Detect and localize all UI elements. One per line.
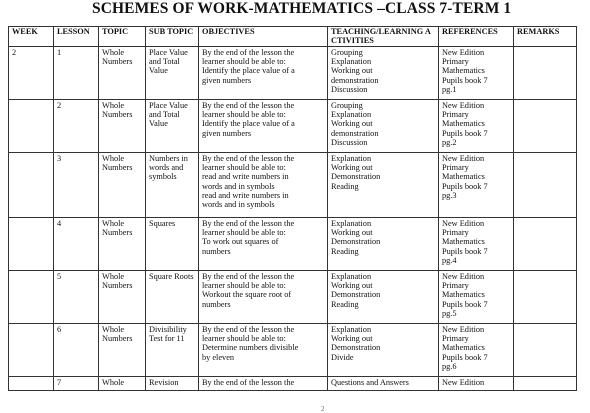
- objectives-line: words and in symbols: [202, 200, 275, 210]
- table-row: [9, 153, 577, 218]
- references-line: Mathematics: [442, 172, 485, 182]
- activities-line: Explanation: [331, 325, 372, 334]
- references-line: Mathematics: [442, 119, 485, 129]
- activities-line: Questions and Answers: [331, 378, 409, 387]
- activities-line: Explanation: [331, 57, 372, 67]
- objectives-line: learner should be able to:: [202, 281, 286, 291]
- references-line: Mathematics: [442, 290, 485, 300]
- references-line: Primary: [442, 281, 469, 291]
- references-line: Primary: [442, 163, 469, 173]
- references-line: Primary: [442, 57, 469, 67]
- references-line: New Edition: [442, 378, 485, 387]
- activities-line: Grouping: [331, 48, 363, 57]
- topic-cell: Whole Numbers: [99, 47, 146, 100]
- column-header-activities: TEACHING/LEARNING ACTIVITIES: [328, 27, 439, 47]
- activities-cell: [328, 100, 439, 153]
- column-header-references: REFERENCES: [439, 27, 514, 47]
- subtopic-cell: Revision: [146, 377, 199, 391]
- activities-line: Demonstration: [331, 172, 381, 182]
- week-cell: [9, 218, 54, 271]
- activities-line: Grouping: [331, 101, 363, 110]
- references-line: Mathematics: [442, 66, 485, 76]
- references-line: pg.4: [442, 255, 457, 265]
- subtopic-cell: Place Value and Total Value: [146, 47, 199, 100]
- objectives-line: given numbers: [202, 75, 252, 85]
- objectives-cell: [199, 377, 328, 391]
- activities-line: Working out: [331, 163, 373, 173]
- week-cell: [9, 153, 54, 218]
- objectives-line: numbers: [202, 246, 231, 256]
- references-line: Pupils book 7: [442, 299, 488, 309]
- objectives-cell: [199, 153, 328, 218]
- references-cell: [439, 100, 514, 153]
- references-line: pg.5: [442, 308, 457, 318]
- activities-cell: [328, 377, 439, 391]
- references-line: Primary: [442, 228, 469, 238]
- objectives-cell: [199, 100, 328, 153]
- activities-line: Explanation: [331, 110, 372, 120]
- references-line: Mathematics: [442, 237, 485, 247]
- column-header-subtopic: SUB TOPIC: [146, 27, 199, 47]
- week-cell: [9, 271, 54, 324]
- objectives-line: To work out squares of: [202, 237, 279, 247]
- references-line: Pupils book 7: [442, 128, 488, 138]
- objectives-line: numbers: [202, 299, 231, 309]
- references-line: pg.6: [442, 361, 457, 371]
- objectives-line: learner should be able to:: [202, 110, 286, 120]
- references-cell: [439, 377, 514, 391]
- table-row: [9, 324, 577, 377]
- references-line: New Edition: [442, 219, 485, 228]
- activities-line: Working out: [331, 334, 373, 344]
- objectives-line: by eleven: [202, 352, 235, 362]
- topic-cell: Whole Numbers: [99, 153, 146, 218]
- topic-cell: Whole Numbers: [99, 218, 146, 271]
- references-line: Pupils book 7: [442, 246, 488, 256]
- lesson-cell: 6: [54, 324, 99, 377]
- activities-line: demonstration: [331, 75, 379, 85]
- objectives-line: By the end of the lesson the: [202, 154, 295, 163]
- page-number: 2: [321, 405, 325, 413]
- table-row: [9, 377, 577, 391]
- week-cell: 2: [9, 47, 54, 100]
- week-cell: [9, 377, 54, 391]
- activities-line: Reading: [331, 299, 359, 309]
- objectives-line: Identify the place value of a: [202, 119, 295, 129]
- activities-cell: [328, 153, 439, 218]
- remarks-cell: [514, 271, 577, 324]
- page-title: SCHEMES OF WORK-MATHEMATICS –CLASS 7-TERM 1: [92, 0, 512, 17]
- objectives-line: By the end of the lesson the: [202, 378, 295, 387]
- objectives-cell: [199, 218, 328, 271]
- column-header-week: WEEK: [9, 27, 54, 47]
- table-row: [9, 218, 577, 271]
- activities-line: Divide: [331, 352, 354, 362]
- remarks-cell: [514, 218, 577, 271]
- references-line: Primary: [442, 334, 469, 344]
- activities-line: Discussion: [331, 137, 368, 147]
- objectives-line: words and in symbols: [202, 181, 275, 191]
- activities-line: Explanation: [331, 219, 372, 228]
- activities-line: Demonstration: [331, 237, 381, 247]
- scheme-of-work-table: [8, 26, 577, 391]
- references-cell: [439, 324, 514, 377]
- objectives-cell: [199, 324, 328, 377]
- references-cell: [439, 218, 514, 271]
- references-cell: [439, 153, 514, 218]
- lesson-cell: 5: [54, 271, 99, 324]
- lesson-cell: 1: [54, 47, 99, 100]
- references-line: pg.1: [442, 84, 457, 94]
- activities-line: Working out: [331, 66, 373, 76]
- activities-line: Working out: [331, 228, 373, 238]
- references-line: pg.3: [442, 190, 457, 200]
- column-header-topic: TOPIC: [99, 27, 146, 47]
- column-header-lesson: LESSON: [54, 27, 99, 47]
- references-line: Pupils book 7: [442, 352, 488, 362]
- subtopic-cell: Numbers in words and symbols: [146, 153, 199, 218]
- remarks-cell: [514, 324, 577, 377]
- objectives-cell: [199, 47, 328, 100]
- table-row: [9, 100, 577, 153]
- references-line: New Edition: [442, 48, 485, 57]
- activities-line: Reading: [331, 246, 359, 256]
- objectives-line: read and write numbers in: [202, 190, 289, 200]
- activities-line: demonstration: [331, 128, 379, 138]
- activities-line: Discussion: [331, 84, 368, 94]
- activities-line: Working out: [331, 281, 373, 291]
- topic-cell: Whole Numbers: [99, 100, 146, 153]
- references-cell: [439, 47, 514, 100]
- activities-cell: [328, 324, 439, 377]
- objectives-line: learner should be able to:: [202, 163, 286, 173]
- column-header-remarks: REMARKS: [514, 27, 577, 47]
- references-line: Primary: [442, 110, 469, 120]
- subtopic-cell: Place Value and Total Value: [146, 100, 199, 153]
- references-line: New Edition: [442, 272, 485, 281]
- objectives-line: learner should be able to:: [202, 57, 286, 67]
- objectives-line: learner should be able to:: [202, 228, 286, 238]
- table-header-row: [9, 27, 577, 47]
- objectives-line: By the end of the lesson the: [202, 101, 295, 110]
- activities-cell: [328, 218, 439, 271]
- subtopic-cell: Divisibility Test for 11: [146, 324, 199, 377]
- remarks-cell: [514, 377, 577, 391]
- week-cell: [9, 100, 54, 153]
- objectives-line: By the end of the lesson the: [202, 325, 295, 334]
- references-line: Pupils book 7: [442, 181, 488, 191]
- topic-cell: Whole Numbers: [99, 324, 146, 377]
- topic-cell: Whole Numbers: [99, 271, 146, 324]
- objectives-line: learner should be able to:: [202, 334, 286, 344]
- activities-cell: [328, 271, 439, 324]
- objectives-line: given numbers: [202, 128, 252, 138]
- table-row: [9, 47, 577, 100]
- references-cell: [439, 271, 514, 324]
- activities-line: Demonstration: [331, 290, 381, 300]
- remarks-cell: [514, 47, 577, 100]
- remarks-cell: [514, 100, 577, 153]
- references-line: Pupils book 7: [442, 75, 488, 85]
- references-line: New Edition: [442, 101, 485, 110]
- week-cell: [9, 324, 54, 377]
- activities-line: Demonstration: [331, 343, 381, 353]
- topic-cell: Whole: [99, 377, 146, 391]
- objectives-line: Determine numbers divisible: [202, 343, 299, 353]
- activities-line: Explanation: [331, 154, 372, 163]
- activities-line: Working out: [331, 119, 373, 129]
- lesson-cell: 3: [54, 153, 99, 218]
- objectives-line: By the end of the lesson the: [202, 48, 295, 57]
- objectives-line: By the end of the lesson the: [202, 219, 295, 228]
- column-header-objectives: OBJECTIVES: [199, 27, 328, 47]
- activities-line: Explanation: [331, 272, 372, 281]
- objectives-line: By the end of the lesson the: [202, 272, 295, 281]
- references-line: pg.2: [442, 137, 457, 147]
- objectives-line: Identify the place value of a: [202, 66, 295, 76]
- lesson-cell: 7: [54, 377, 99, 391]
- objectives-cell: [199, 271, 328, 324]
- activities-cell: [328, 47, 439, 100]
- references-line: New Edition: [442, 154, 485, 163]
- lesson-cell: 4: [54, 218, 99, 271]
- activities-line: Reading: [331, 181, 359, 191]
- lesson-cell: 2: [54, 100, 99, 153]
- subtopic-cell: Square Roots: [146, 271, 199, 324]
- subtopic-cell: Squares: [146, 218, 199, 271]
- remarks-cell: [514, 153, 577, 218]
- objectives-line: read and write numbers in: [202, 172, 289, 182]
- table-row: [9, 271, 577, 324]
- references-line: New Edition: [442, 325, 485, 334]
- references-line: Mathematics: [442, 343, 485, 353]
- objectives-line: Workout the square root of: [202, 290, 292, 300]
